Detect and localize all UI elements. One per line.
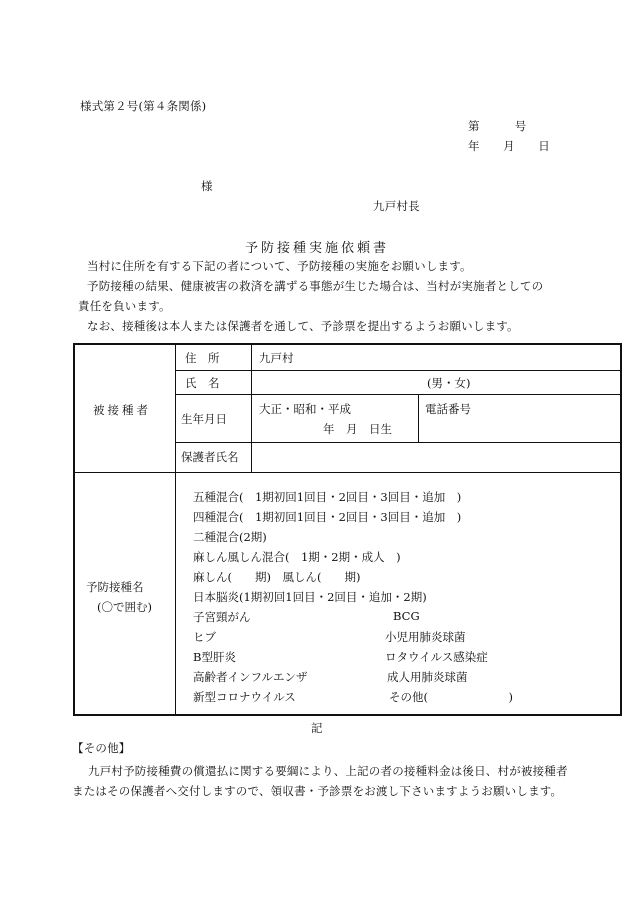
vaccine-item: 新型コロナウイルス	[193, 690, 296, 704]
other-heading: 【その他】	[72, 741, 131, 755]
addressee-suffix: 様	[201, 179, 213, 193]
row-divider	[175, 370, 622, 371]
vaccine-item: 麻しん風しん混合( 1期・2期・成人 )	[193, 550, 401, 564]
vaccine-item: 麻しん( 期) 風しん( 期)	[193, 570, 361, 584]
guardian-label: 保護者氏名	[181, 450, 239, 464]
vaccine-item: B型肝炎	[193, 650, 236, 664]
vaccine-item: 四種混合( 1期初回1回目・2回目・3回目・追加 )	[193, 510, 462, 524]
address-value: 九戸村	[259, 351, 294, 365]
other-line-2: またはその保護者へ交付しますので、領収書・予診票をお渡し下さいますようお願いします。	[72, 784, 563, 798]
intro-line-3: 責任を負います。	[78, 299, 171, 313]
vaccine-item: 五種混合( 1期初回1回目・2回目・3回目・追加 )	[193, 490, 462, 504]
birthdate-format: 年 月 日生	[323, 422, 392, 436]
vaccine-item: 小児用肺炎球菌	[385, 630, 466, 644]
application-form-table	[73, 343, 622, 716]
name-label: 氏 名	[185, 376, 220, 390]
column-divider	[175, 345, 176, 716]
vaccine-item: ロタウイルス感染症	[385, 650, 488, 664]
row-divider	[175, 442, 622, 443]
vaccine-item: 高齢者インフルエンザ	[193, 670, 308, 684]
other-line-1: 九戸村予防接種費の償還払に関する要綱により、上記の者の接種料金は後日、村が被接種者	[88, 764, 568, 778]
phone-label: 電話番号	[425, 402, 471, 416]
intro-line-4: なお、接種後は本人または保護者を通して、予診票を提出するようお願いします。	[87, 319, 519, 333]
ki-mark: 記	[311, 721, 323, 735]
document-number-label: 第 号	[468, 119, 527, 133]
era-value: 大正・昭和・平成	[259, 402, 351, 416]
vaccine-item: その他( )	[389, 690, 513, 704]
vaccine-item: ヒブ	[193, 630, 216, 644]
vaccine-item: 子宮頸がん	[193, 610, 251, 624]
vaccine-item: BCG	[393, 609, 420, 623]
birthdate-label: 生年月日	[181, 412, 227, 426]
issuer: 九戸村長	[373, 199, 420, 213]
document-title: 予防接種実施依頼書	[245, 241, 390, 256]
vaccine-item: 二種混合(2期)	[193, 530, 267, 544]
section-divider	[75, 472, 622, 473]
gender-value: (男・女)	[427, 376, 471, 390]
phone-divider	[418, 394, 419, 442]
form-number: 様式第２号(第４条関係)	[80, 99, 207, 113]
date-label: 年 月 日	[468, 139, 550, 153]
recipient-label: 被接種者	[93, 403, 151, 417]
address-label: 住 所	[185, 351, 220, 365]
vaccine-item: 日本脳炎(1期初回1回目・2回目・追加・2期)	[193, 590, 427, 604]
intro-line-2: 予防接種の結果、健康被害の救済を講ずる事態が生じた場合は、当村が実施者としての	[87, 279, 544, 293]
intro-line-1: 当村に住所を有する下記の者について、予防接種の実施をお願いします。	[87, 259, 472, 273]
vaccine-note: (〇で囲む)	[97, 600, 152, 614]
vaccine-label: 予防接種名	[86, 580, 144, 594]
label-column-divider	[251, 345, 252, 472]
row-divider	[175, 394, 622, 395]
vaccine-item: 成人用肺炎球菌	[387, 670, 468, 684]
